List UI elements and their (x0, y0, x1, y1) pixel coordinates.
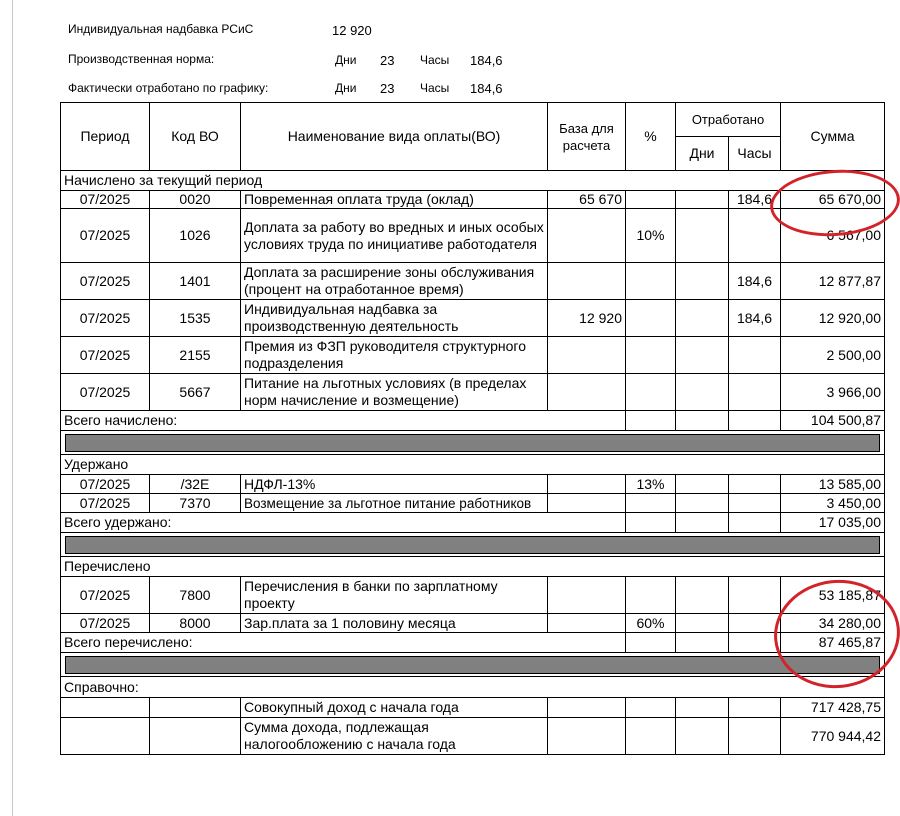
cell-days (676, 577, 729, 614)
empty-cell (676, 411, 729, 431)
actual-hours-value: 184,6 (470, 81, 503, 96)
cell-code: 7800 (150, 577, 241, 614)
col-sum-header: Сумма (781, 103, 885, 171)
empty-cell (61, 698, 150, 718)
cell-period: 07/2025 (61, 577, 150, 614)
payslip-table (60, 102, 885, 755)
cell-period: 07/2025 (61, 263, 150, 300)
cell-code: 8000 (150, 614, 241, 633)
separator-cell (61, 431, 885, 455)
cell-hours (729, 475, 781, 494)
cell-name: Индивидуальная надбавка за производственную деятельность (241, 300, 548, 337)
empty-cell (729, 718, 781, 755)
cell-sum: 2 500,00 (781, 337, 885, 374)
cell-base: 12 920 (548, 300, 626, 337)
individual-bonus-value: 12 920 (332, 23, 372, 38)
cell-sum: 65 670,00 (781, 191, 885, 209)
col-days-header: Дни (676, 137, 729, 171)
cell-sum: 34 280,00 (781, 614, 885, 633)
cell-code: 1026 (150, 209, 241, 263)
cell-hours (729, 337, 781, 374)
empty-cell (626, 633, 676, 653)
cell-base: 65 670 (548, 191, 626, 209)
table-row (61, 191, 885, 209)
cell-name: Возмещение за льготное питание работников (241, 494, 548, 513)
empty-cell (626, 718, 676, 755)
cell-sum: 12 920,00 (781, 300, 885, 337)
cell-percent (626, 494, 676, 513)
cell-percent (626, 577, 676, 614)
cell-base (548, 494, 626, 513)
empty-cell (676, 698, 729, 718)
table-row (61, 494, 885, 513)
cell-percent: 10% (626, 209, 676, 263)
separator-row (61, 431, 885, 455)
table-row (61, 209, 885, 263)
cell-name: Питание на льготных условиях (в пределах норм начисление и возмещение) (241, 374, 548, 411)
cell-percent: 60% (626, 614, 676, 633)
cell-base (548, 209, 626, 263)
withheld-total-row (61, 513, 885, 533)
cell-percent (626, 337, 676, 374)
cell-base (548, 614, 626, 633)
separator-row (61, 653, 885, 677)
cell-percent (626, 191, 676, 209)
cell-name: Зар.плата за 1 половину месяца (241, 614, 548, 633)
table-header-row (61, 103, 885, 137)
col-percent-header: % (626, 103, 676, 171)
table-row (61, 475, 885, 494)
section-transferred-title: Перечислено (61, 557, 885, 577)
norm-hours-value: 184,6 (470, 53, 503, 68)
empty-cell (729, 633, 781, 653)
empty-cell (548, 718, 626, 755)
norm-days-label: Дни (335, 53, 357, 67)
cell-sum: 770 944,42 (781, 718, 885, 755)
separator-cell (61, 533, 885, 557)
cell-name: Перечисления в банки по зарплатному проекту (241, 577, 548, 614)
cell-code: 5667 (150, 374, 241, 411)
cell-hours (729, 614, 781, 633)
cell-period: 07/2025 (61, 209, 150, 263)
table-row (61, 718, 885, 755)
cell-days (676, 300, 729, 337)
cell-name: Повременная оплата труда (оклад) (241, 191, 548, 209)
empty-cell (729, 411, 781, 431)
cell-period: 07/2025 (61, 475, 150, 494)
cell-hours (729, 494, 781, 513)
cell-sum: 6 567,00 (781, 209, 885, 263)
table-row (61, 300, 885, 337)
cell-sum: 717 428,75 (781, 698, 885, 718)
actual-worked-label: Фактически отработано по графику: (68, 81, 269, 95)
cell-sum: 53 185,87 (781, 577, 885, 614)
cell-code: 7370 (150, 494, 241, 513)
cell-period: 07/2025 (61, 614, 150, 633)
cell-period: 07/2025 (61, 191, 150, 209)
table-row (61, 263, 885, 300)
cell-days (676, 475, 729, 494)
col-name-header: Наименование вида оплаты(ВО) (241, 103, 548, 171)
cell-days (676, 191, 729, 209)
norm-days-value: 23 (380, 53, 395, 68)
cell-hours: 184,6 (729, 300, 781, 337)
empty-cell (676, 718, 729, 755)
cell-code: 2155 (150, 337, 241, 374)
withheld-total-label: Всего удержано: (61, 513, 626, 533)
actual-hours-label: Часы (420, 81, 450, 95)
col-period-header: Период (61, 103, 150, 171)
cell-percent: 13% (626, 475, 676, 494)
empty-cell (626, 698, 676, 718)
section-withheld-title: Удержано (61, 455, 885, 475)
cell-base (548, 337, 626, 374)
cell-days (676, 494, 729, 513)
separator-bar (65, 656, 880, 674)
norm-hours-label: Часы (420, 53, 450, 67)
cell-days (676, 614, 729, 633)
cell-days (676, 374, 729, 411)
section-withheld-title-row (61, 455, 885, 475)
actual-days-label: Дни (335, 81, 357, 95)
payslip-header (0, 0, 900, 100)
cell-name: Премия из ФЗП руководителя структурного подразделения (241, 337, 548, 374)
accrued-total-sum: 104 500,87 (781, 411, 885, 431)
cell-hours: 184,6 (729, 263, 781, 300)
production-norm-label: Производственная норма: (68, 52, 215, 66)
cell-days (676, 209, 729, 263)
cell-days (676, 337, 729, 374)
cell-sum: 12 877,87 (781, 263, 885, 300)
cell-period: 07/2025 (61, 337, 150, 374)
cell-percent (626, 263, 676, 300)
cell-base (548, 263, 626, 300)
section-accrued-title-row (61, 171, 885, 191)
empty-cell (150, 718, 241, 755)
individual-bonus-label: Индивидуальная надбавка РСиС (68, 22, 254, 36)
cell-days (676, 263, 729, 300)
cell-name: Доплата за расширение зоны обслуживания (процент на отработанное время) (241, 263, 548, 300)
table-row (61, 614, 885, 633)
empty-cell (729, 513, 781, 533)
separator-bar (65, 434, 880, 452)
cell-name: Сумма дохода, подлежащая налогообложению с начала года (241, 718, 548, 755)
separator-row (61, 533, 885, 557)
separator-bar (65, 536, 880, 554)
cell-period: 07/2025 (61, 300, 150, 337)
page-edge-line (12, 0, 13, 816)
empty-cell (626, 411, 676, 431)
cell-period: 07/2025 (61, 374, 150, 411)
withheld-total-sum: 17 035,00 (781, 513, 885, 533)
section-transferred-title-row (61, 557, 885, 577)
cell-hours (729, 209, 781, 263)
section-reference-title: Справочно: (61, 677, 885, 698)
transferred-total-row (61, 633, 885, 653)
cell-base (548, 475, 626, 494)
cell-code: 1535 (150, 300, 241, 337)
section-reference-title-row (61, 677, 885, 698)
section-accrued-title: Начислено за текущий период (61, 171, 885, 191)
col-code-header: Код ВО (150, 103, 241, 171)
cell-period: 07/2025 (61, 494, 150, 513)
cell-name: Совокупный доход с начала года (241, 698, 548, 718)
cell-hours (729, 374, 781, 411)
col-hours-header: Часы (729, 137, 781, 171)
empty-cell (150, 698, 241, 718)
cell-percent (626, 300, 676, 337)
cell-sum: 3 450,00 (781, 494, 885, 513)
empty-cell (548, 698, 626, 718)
cell-hours: 184,6 (729, 191, 781, 209)
separator-cell (61, 653, 885, 677)
table-row (61, 577, 885, 614)
empty-cell (61, 718, 150, 755)
cell-code: 0020 (150, 191, 241, 209)
transferred-total-sum: 87 465,87 (781, 633, 885, 653)
cell-base (548, 577, 626, 614)
cell-base (548, 374, 626, 411)
table-row (61, 337, 885, 374)
table-row (61, 374, 885, 411)
cell-code: 1401 (150, 263, 241, 300)
cell-sum: 3 966,00 (781, 374, 885, 411)
actual-days-value: 23 (380, 81, 395, 96)
col-worked-header: Отработано (676, 103, 781, 137)
cell-hours (729, 577, 781, 614)
cell-name: НДФЛ-13% (241, 475, 548, 494)
empty-cell (676, 513, 729, 533)
accrued-total-label: Всего начислено: (61, 411, 626, 431)
table-row (61, 698, 885, 718)
transferred-total-label: Всего перечислено: (61, 633, 626, 653)
cell-percent (626, 374, 676, 411)
empty-cell (626, 513, 676, 533)
empty-cell (676, 633, 729, 653)
col-base-header: База для расчета (548, 103, 626, 171)
cell-sum: 13 585,00 (781, 475, 885, 494)
cell-name: Доплата за работу во вредных и иных особых условиях труда по инициативе работодателя (241, 209, 548, 263)
accrued-total-row (61, 411, 885, 431)
empty-cell (729, 698, 781, 718)
cell-code: /32E (150, 475, 241, 494)
